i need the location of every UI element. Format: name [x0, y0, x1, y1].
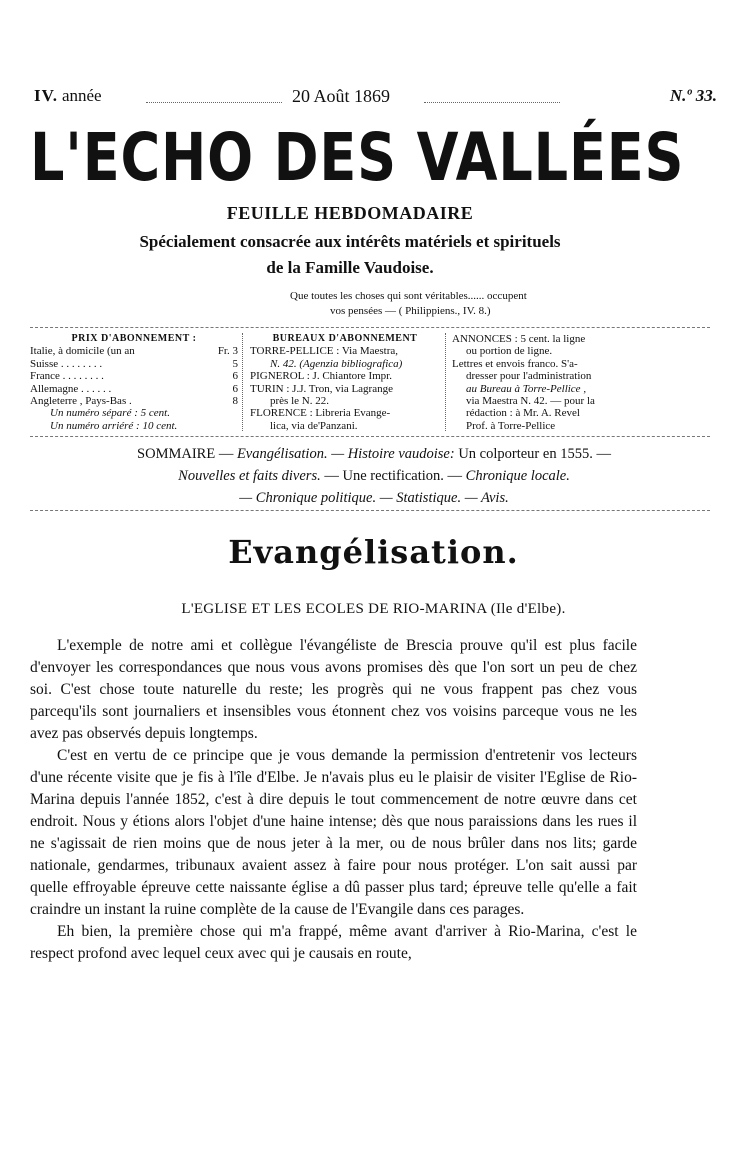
leader-dots-left	[146, 102, 282, 103]
article-body	[30, 635, 637, 965]
price-row	[30, 383, 238, 395]
price-value: 5	[232, 357, 238, 370]
issue-line	[34, 86, 717, 108]
volume-label	[34, 86, 102, 106]
column-separator	[445, 333, 446, 431]
price-row	[30, 395, 238, 407]
summary-items: — Chronique politique. — Statistique. — Avis.	[239, 490, 509, 506]
office-line: FLORENCE : Libreria Evange-	[250, 407, 391, 420]
price-value: Fr. 3	[217, 345, 238, 358]
ads-line: rédaction : à Mr. A. Revel	[466, 407, 580, 420]
article-title: L'EGLISE ET LES ECOLES DE RIO-MARINA (Ile d'Elbe).	[181, 601, 566, 617]
leader-dots-right	[424, 102, 560, 103]
office-line: lica, via de'Panzani.	[270, 419, 358, 432]
masthead-subtitle: FEUILLE HEBDOMADAIRE	[226, 203, 474, 223]
paragraph: C'est en vertu de ce principe que je vous demande la permission d'entretenir vos lecteurs d'une récente visite que je fis à l'île d'Elbe. Je n'avais plus eu le plaisir de visiter l'Eglise de Rio-Marina depuis l'année 1852, c'est à dire depuis le tout commencement de notre œuvre dans cet endroit. Nous y étions alors l'objet d'une haine intense; dès que nous paraissions dans les rues il ne s'agissait de rien moins que de nous jeter à la mer, ou de nous brûler dans nos lits; garde nationale, gendarmes, tribunaux avaient assez à faire pour nous protéger. L'on sait aussi par quelle effroyable épreuve cette naissante église a dû passer plus tard; épreuve telle qu'elle a fait craindre un instant la ruine complète de la cause de l'Evangile dans ces parages.	[30, 747, 637, 918]
ads-line: ou portion de ligne.	[466, 345, 553, 358]
office-line: près le N. 22.	[270, 395, 329, 408]
summary-items: Nouvelles et faits divers.	[178, 468, 321, 484]
ads-line: Lettres et envois franco. S'a-	[452, 357, 578, 370]
ads-line: au Bureau à Torre-Pellice ,	[466, 382, 587, 395]
office-line: TORRE-PELLICE : Via Maestra,	[250, 345, 399, 358]
ads-line: dresser pour l'administration	[466, 370, 592, 383]
office-line: N. 42. (Agenzia bibliografica)	[270, 357, 403, 370]
divider-top	[30, 327, 710, 328]
paragraph: L'exemple de notre ami et collègue l'évangéliste de Brescia prouve qu'il est plus facile d'envoyer les correspondances que nous vous avons promises dès que l'on sort un peu de chez soi. C'est chose toute naturelle du reste; les progrès qui ne vous frappent pas chez vous parcequ'ils sont journaliers et insensibles vous étonnent chez vos voisins parceque vous ne les avez pas observés depuis longtemps.	[30, 637, 637, 742]
summary-items: Evangélisation. — Histoire vaudoise:	[236, 446, 455, 462]
summary	[54, 443, 694, 509]
summary-line-3	[54, 487, 694, 509]
single-issue-price: Un numéro séparé : 5 cent.	[50, 407, 170, 420]
issue-date: 20 Août 1869	[292, 86, 391, 106]
column-separator	[242, 333, 243, 431]
divider-middle	[30, 436, 710, 437]
price-value: 6	[232, 382, 238, 395]
price-label: Italie, à domicile (un an	[30, 345, 135, 358]
summary-items: — Une rectification. —	[324, 468, 463, 484]
price-value: 8	[232, 395, 238, 408]
volume-suffix: année	[61, 86, 102, 105]
summary-line-2	[54, 465, 694, 487]
ads-line: Prof. à Torre-Pellice	[466, 419, 556, 432]
issue-number: N.º 33.	[669, 86, 717, 105]
ads-line: ANNONCES : 5 cent. la ligne	[452, 333, 586, 345]
price-label: Allemagne . . . . . .	[30, 382, 112, 395]
back-issue-price: Un numéro arriéré : 10 cent.	[50, 419, 178, 432]
section-title: Evangélisation.	[228, 533, 519, 571]
ads-column	[452, 333, 642, 432]
masthead-title: L'ECHO DES VALLÉES	[30, 119, 685, 196]
price-row	[30, 370, 238, 382]
summary-items: Chronique locale.	[465, 468, 570, 484]
masthead-tagline-2: de la Famille Vaudoise.	[266, 258, 434, 277]
summary-items: Un colporteur en 1555. —	[458, 446, 611, 462]
price-label: France . . . . . . . .	[30, 370, 104, 383]
prices-header: PRIX D'ABONNEMENT :	[71, 333, 197, 344]
office-line: PIGNEROL : J. Chiantore Impr.	[250, 370, 392, 383]
price-value: 6	[232, 370, 238, 383]
divider-bottom	[30, 510, 710, 511]
masthead-tagline-1: Spécialement consacrée aux intérêts matériels et spirituels	[139, 232, 561, 251]
prices-column	[30, 333, 238, 432]
motto-line-2: vos pensées — ( Philippiens., IV. 8.)	[330, 305, 491, 317]
summary-line-1	[54, 443, 694, 465]
price-label: Suisse . . . . . . . .	[30, 357, 103, 370]
offices-header: BUREAUX D'ABONNEMENT	[272, 333, 418, 344]
volume-number: IV.	[34, 86, 58, 105]
ads-line: via Maestra N. 42. — pour la	[466, 395, 595, 408]
price-label: Angleterre , Pays-Bas .	[30, 395, 132, 408]
price-row	[30, 345, 238, 357]
office-line: TURIN : J.J. Tron, via Lagrange	[250, 382, 393, 395]
offices-column	[250, 333, 440, 432]
paragraph: Eh bien, la première chose qui m'a frappé, même avant d'arriver à Rio-Marina, c'est le respect profond avec lequel ceux avec qui je causais en route,	[30, 923, 637, 962]
price-row	[30, 358, 238, 370]
summary-label: SOMMAIRE —	[137, 446, 234, 462]
motto-line-1: Que toutes les choses qui sont véritables...... occupent	[290, 290, 527, 302]
